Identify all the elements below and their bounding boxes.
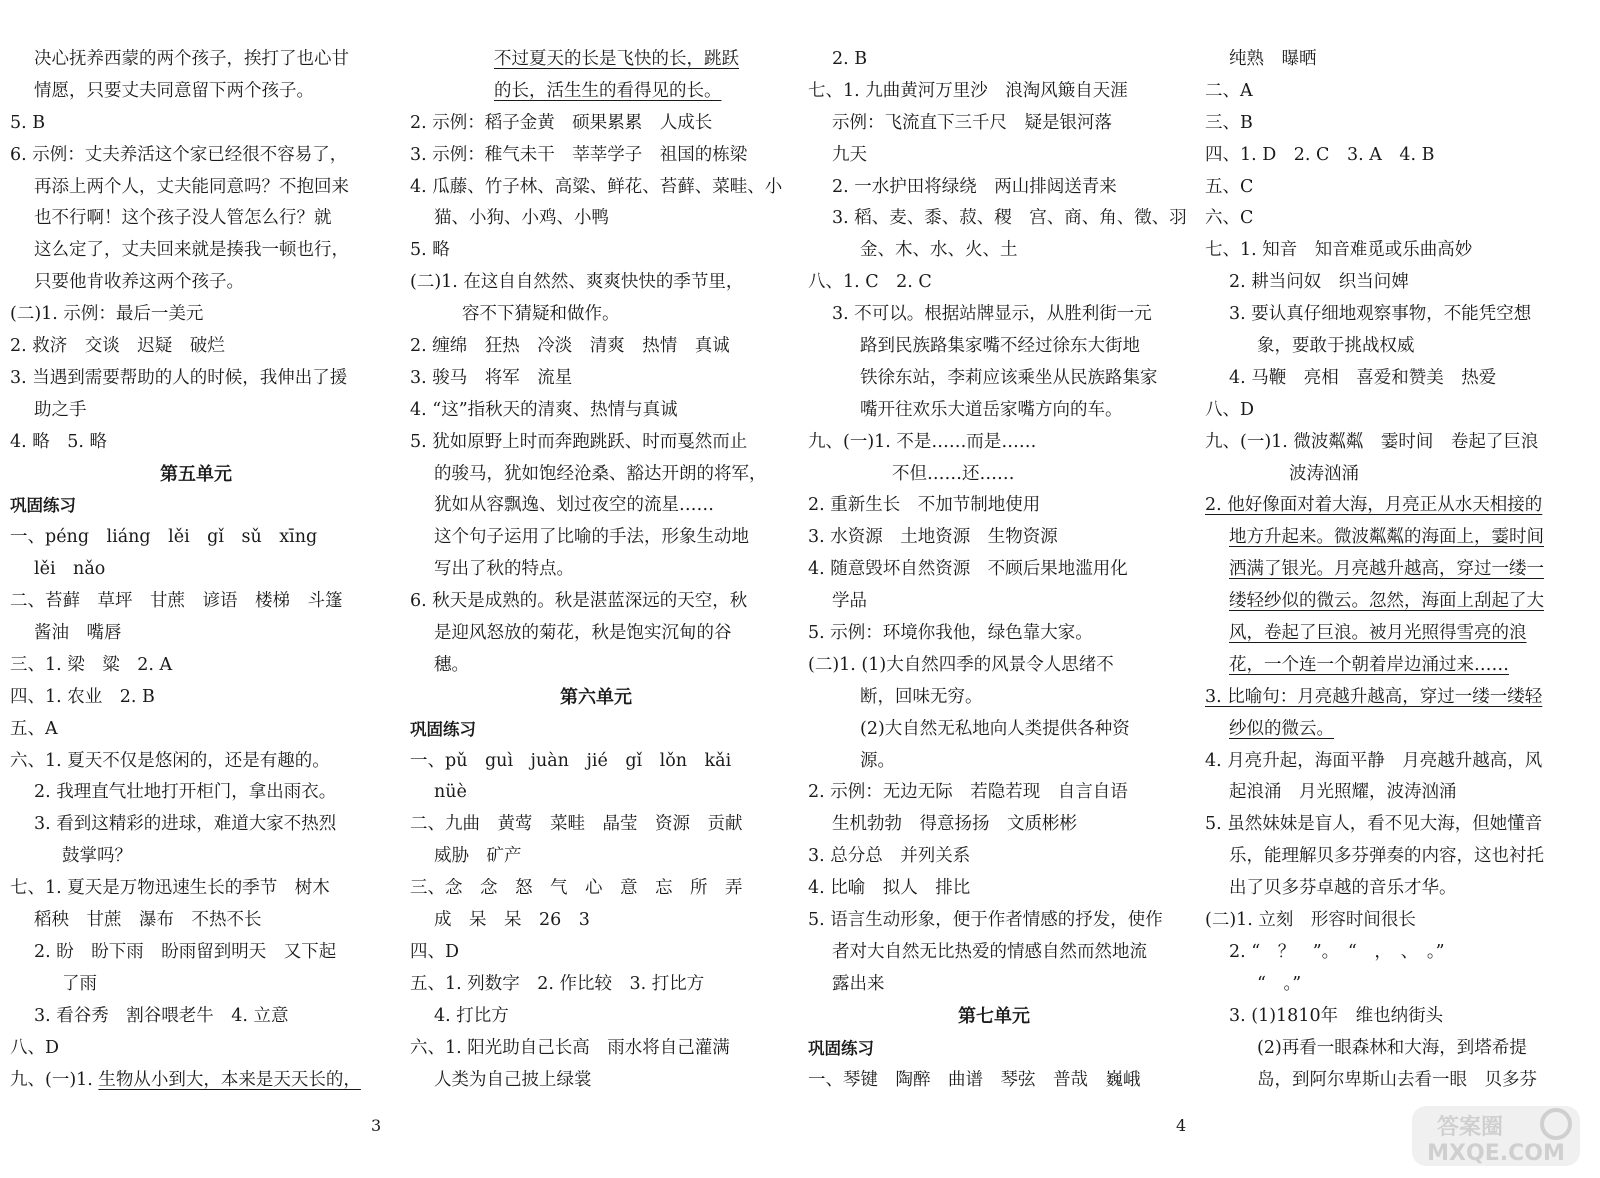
text-line: 穗。 (434, 654, 469, 675)
text-line: 4. 马鞭 亮相 喜爱和赞美 热爱 (1229, 367, 1497, 388)
text-line: 露出来 (832, 973, 885, 994)
text-line: 5. 犹如原野上时而奔跑跳跃、时而戛然而止 (410, 431, 748, 452)
text-line: 七、1. 夏天是万物迅速生长的季节 树木 (10, 878, 330, 899)
underlined-text: 2. 他好像面对着大海，月亮正从水天相接的 (1205, 495, 1543, 516)
text-line: 示例：飞流直下三千尺 疑是银河落 (832, 112, 1112, 133)
text-line: 5. 略 (410, 240, 450, 261)
underlined-text: 3. 比喻句：月亮越升越高，穿过一缕一缕轻 (1205, 686, 1543, 707)
text-line (1205, 714, 1577, 746)
text-line: (二)1. (1)大自然四季的风景令人思绪不 (808, 654, 1114, 675)
text-line: 2. 重新生长 不加节制地使用 (808, 495, 1041, 516)
text-line: 4. 瓜藤、竹子林、高粱、鲜花、苔藓、菜畦、小 (410, 176, 783, 197)
text-line: 5. B (10, 112, 46, 133)
text-line: 是迎风怒放的菊花，秋是饱实沉甸的谷 (434, 623, 732, 644)
text-line: 九、(一)1. 微波粼粼 霎时间 卷起了巨浪 (1205, 431, 1539, 452)
text-line (1205, 682, 1577, 714)
text-line (1205, 650, 1577, 682)
text-line: 三、B (1205, 112, 1253, 133)
text-line: 七、1. 九曲黄河万里沙 浪淘风簸自天涯 (808, 80, 1128, 101)
watermark-text-bottom: MXQE.COM (1427, 1141, 1565, 1166)
unit-heading: 第五单元 (160, 463, 232, 485)
text-line: 生机勃勃 得意扬扬 文质彬彬 (832, 814, 1077, 835)
text-line: nüè (434, 782, 467, 803)
text-line: 八、D (10, 1037, 60, 1058)
text-line: 再添上两个人，丈夫能同意吗？不抱回来 (34, 176, 349, 197)
text-line: 纯熟 曝晒 (1229, 49, 1317, 69)
text-line: 4. 随意毁坏自然资源 不顾后果地滥用化 (808, 559, 1128, 580)
text-fragment: 九、(一)1. (10, 1069, 99, 1090)
text-line: 3. 示例：稚气未干 莘莘学子 祖国的栋梁 (410, 144, 748, 165)
text-line: 6. 示例：丈夫养活这个家已经很不容易了， (10, 144, 348, 165)
text-line: 鼓掌吗？ (62, 846, 132, 867)
text-line: 成 呆 呆 26 3 (434, 910, 590, 931)
text-line: 情愿，只要丈夫同意留下两个孩子。 (34, 80, 314, 101)
text-line: 容不下猜疑和做作。 (462, 304, 620, 325)
column-4 (1205, 44, 1577, 1096)
text-line: 猫、小狗、小鸡、小鸭 (434, 208, 609, 229)
text-line: 4. “这”指秋天的清爽、热情与真诚 (410, 399, 678, 420)
watermark-logo (1410, 1104, 1582, 1168)
column-3 (808, 44, 1187, 1096)
text-line: 者对大自然无比热爱的情感自然而然地流 (832, 941, 1147, 962)
text-line: 一、péng liáng lěi gǐ sǔ xīng (10, 527, 318, 548)
text-line: 不但……还…… (892, 463, 1015, 484)
text-line: (2)再看一眼森林和大海，到塔希提 (1257, 1037, 1527, 1058)
text-line: 这个句子运用了比喻的手法，形象生动地 (434, 527, 749, 548)
text-line: 二、九曲 黄莺 菜畦 晶莹 资源 贡献 (410, 814, 743, 835)
section-heading: 巩固练习 (808, 1038, 874, 1058)
text-line: 五、C (1205, 176, 1254, 197)
text-line: 路到民族路集家嘴不经过徐东大街地 (860, 336, 1140, 357)
text-line: 波涛汹涌 (1289, 463, 1359, 484)
text-line: 2. 耕当问奴 织当问婢 (1229, 272, 1409, 293)
text-line: 四、1. D 2. C 3. A 4. B (1205, 144, 1435, 165)
text-line: 2. 一水护田将绿绕 两山排闼送青来 (832, 176, 1117, 197)
underlined-text: 的长，活生生的看得见的长。 (494, 80, 722, 101)
text-line (410, 76, 782, 108)
text-line: 一、pǔ guì juàn jié gǐ lǒn kǎi (410, 750, 732, 771)
text-line: 决心抚养西蒙的两个孩子，挨打了也心甘 (34, 49, 349, 69)
text-line: 八、1. C 2. C (808, 272, 932, 293)
unit-heading: 第六单元 (560, 686, 632, 708)
text-line: 5. 示例：环境你我他，绿色靠大家。 (808, 623, 1093, 644)
text-line: 只要他肯收养这两个孩子。 (34, 272, 244, 293)
text-line: 助之手 (34, 399, 87, 420)
text-line: 犹如从容飘逸、划过夜空的流星…… (434, 495, 714, 516)
text-line: 2. B (832, 49, 868, 69)
text-line: (二)1. 在这自自然然、爽爽快快的季节里， (410, 272, 744, 293)
text-line: 2. 救济 交谈 迟疑 破烂 (10, 336, 225, 357)
text-line: 四、D (410, 941, 460, 962)
text-line (1205, 554, 1577, 586)
text-line (1205, 618, 1577, 650)
text-line: 2. 盼 盼下雨 盼雨留到明天 又下起 (34, 941, 337, 962)
text-line: 断，回味无穷。 (860, 686, 983, 707)
text-line: (二)1. 立刻 形容时间很长 (1205, 910, 1416, 931)
text-line: 2. 我理直气壮地打开柜门，拿出雨衣。 (34, 782, 337, 803)
page-number-right: 4 (1176, 1116, 1187, 1135)
underlined-text: 洒满了银光。月亮越升越高，穿过一缕一 (1229, 559, 1544, 580)
text-line: 3. 看到这精彩的进球，难道大家不热烈 (34, 814, 337, 835)
section-heading: 巩固练习 (410, 719, 476, 739)
text-line: 九、(一)1. 不是……而是…… (808, 431, 1037, 452)
text-line: 酱油 嘴唇 (34, 623, 122, 644)
text-line: “ 。” (1257, 973, 1302, 994)
underlined-text: 缕轻纱似的微云。忽然，海面上刮起了大 (1229, 591, 1544, 612)
unit-heading: 第七单元 (958, 1005, 1030, 1027)
text-line: 金、木、水、火、土 (860, 240, 1018, 261)
column-2 (410, 44, 782, 1096)
text-line: 4. 略 5. 略 (10, 431, 108, 452)
text-line: 威胁 矿产 (434, 846, 522, 867)
text-line: (2)大自然无私地向人类提供各种资 (860, 718, 1130, 739)
page-number-left: 3 (371, 1116, 382, 1135)
text-line: 源。 (860, 750, 895, 771)
text-line: 七、1. 知音 知音难觅或乐曲高妙 (1205, 240, 1473, 261)
underlined-text: 纱似的微云。 (1229, 718, 1334, 739)
text-line: 3. 当遇到需要帮助的人的时候，我伸出了援 (10, 367, 348, 388)
watermark-text-top: 答案圈 (1436, 1115, 1504, 1140)
text-line: 3. 看谷秀 割谷喂老牛 4. 立意 (34, 1005, 289, 1026)
text-line (1205, 490, 1577, 522)
text-line: 岛，到阿尔卑斯山去看一眼 贝多芬 (1257, 1069, 1537, 1090)
text-line: 六、1. 阳光助自己长高 雨水将自己灌满 (410, 1037, 730, 1058)
text-line: 3. 要认真仔细地观察事物，不能凭空想 (1229, 304, 1532, 325)
text-line: 5. 虽然妹妹是盲人，看不见大海，但她懂音 (1205, 814, 1543, 835)
text-line: 4. 比喻 拟人 排比 (808, 878, 971, 899)
text-line: 三、念 念 怒 气 心 意 忘 所 弄 (410, 878, 743, 899)
underlined-text: 风，卷起了巨浪。被月光照得雪亮的浪 (1229, 623, 1527, 644)
text-line: 九天 (832, 144, 867, 165)
text-line: 3. 稻、麦、黍、菽、稷 宫、商、角、徵、羽 (832, 208, 1187, 229)
text-line: 稻秧 甘蔗 瀑布 不热不长 (34, 910, 262, 931)
text-line: 也不行啊！这个孩子没人管怎么行？就 (34, 208, 332, 229)
text-line: 3. 骏马 将军 流星 (410, 367, 573, 388)
text-line: 一、琴键 陶醉 曲谱 琴弦 普哉 巍峨 (808, 1069, 1141, 1090)
text-line: 这么定了，丈夫回来就是揍我一顿也行， (34, 240, 349, 261)
text-line: 2. “ ？ ”。 “ ， 、 。” (1229, 941, 1445, 962)
text-line: 铁徐东站，李莉应该乘坐从民族路集家 (860, 367, 1158, 388)
text-line: 二、A (1205, 80, 1253, 101)
text-line: lěi nǎo (34, 559, 106, 580)
text-line: 八、D (1205, 399, 1255, 420)
text-line: 六、1. 夏天不仅是悠闲的，还是有趣的。 (10, 750, 330, 771)
underlined-text: 花，一个连一个朝着岸边涌过来…… (1229, 654, 1509, 675)
text-line (410, 44, 782, 76)
text-line: 5. 语言生动形象，便于作者情感的抒发，使作 (808, 910, 1163, 931)
text-line: 二、苔藓 草坪 甘蔗 谚语 楼梯 斗篷 (10, 591, 343, 612)
text-line: 象，要敢于挑战权威 (1257, 336, 1415, 357)
section-heading: 巩固练习 (10, 496, 76, 516)
text-line: 的骏马，犹如饱经沧桑、豁达开朗的将军， (434, 463, 767, 484)
text-line: 了雨 (62, 973, 97, 994)
text-line: 三、1. 梁 粱 2. A (10, 654, 173, 675)
underlined-text: 生物从小到大，本来是天天长的， (98, 1069, 361, 1090)
text-line: 五、1. 列数字 2. 作比较 3. 打比方 (410, 973, 705, 994)
text-line: (二)1. 示例：最后一美元 (10, 304, 204, 325)
text-line: 2. 缠绵 狂热 冷淡 清爽 热情 真诚 (410, 336, 730, 357)
text-line: 写出了秋的特点。 (434, 559, 574, 580)
text-line: 嘴开往欢乐大道岳家嘴方向的车。 (860, 399, 1123, 420)
text-line: 人类为自己披上绿裳 (434, 1069, 592, 1090)
text-line: 3. 不可以。根据站牌显示，从胜利街一元 (832, 304, 1152, 325)
underlined-text: 不过夏天的长是飞快的长，跳跃 (494, 49, 739, 69)
text-line: 四、1. 农业 2. B (10, 686, 155, 707)
column-1 (10, 44, 382, 1096)
text-line: 3. 总分总 并列关系 (808, 846, 971, 867)
text-line: 2. 示例：稻子金黄 硕果累累 人成长 (410, 112, 713, 133)
text-line: 6. 秋天是成熟的。秋是湛蓝深远的天空，秋 (410, 591, 748, 612)
text-line: 4. 月亮升起，海面平静 月亮越升越高，风 (1205, 750, 1543, 771)
text-line (1205, 522, 1577, 554)
text-line (1205, 586, 1577, 618)
text-line: 六、C (1205, 208, 1254, 229)
text-line: 3. (1)1810年 维也纳街头 (1229, 1005, 1444, 1026)
text-line: 学品 (832, 591, 867, 612)
text-line: 2. 示例：无边无际 若隐若现 自言自语 (808, 782, 1128, 803)
text-line: 4. 打比方 (434, 1005, 509, 1026)
text-line (10, 1065, 382, 1097)
underlined-text: 地方升起来。微波粼粼的海面上，霎时间 (1229, 527, 1544, 548)
text-line: 起浪涌 月光照耀，波涛汹涌 (1229, 782, 1457, 803)
text-line: 五、A (10, 718, 58, 739)
text-line: 出了贝多芬卓越的音乐才华。 (1229, 878, 1457, 899)
text-line: 3. 水资源 土地资源 生物资源 (808, 527, 1058, 548)
text-line: 乐，能理解贝多芬弹奏的内容，这也衬托 (1229, 846, 1544, 867)
